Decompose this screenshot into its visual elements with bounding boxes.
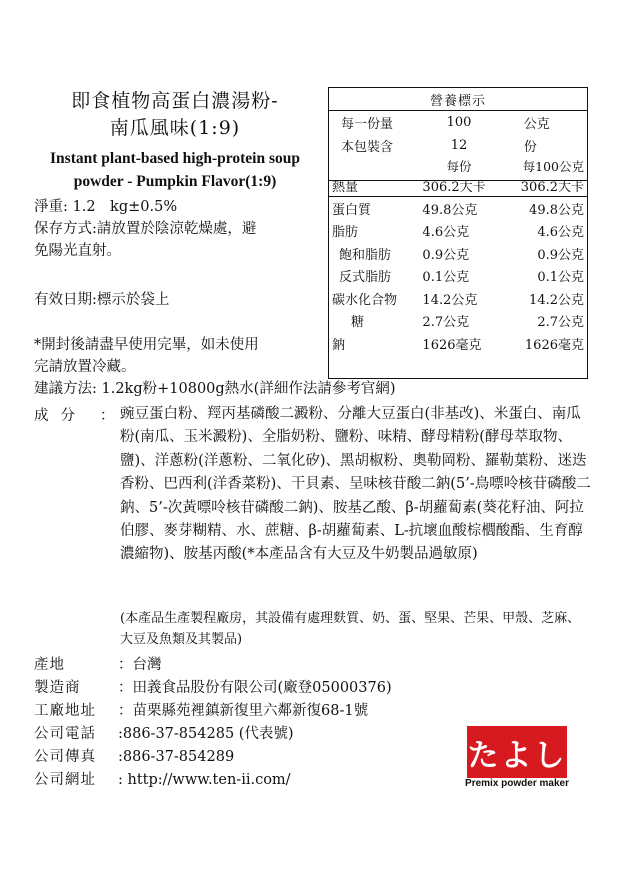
column-header-per-serving: 每份 [446,158,472,174]
serving-size-unit: 公克 [523,116,550,132]
nutrient-per-100g: 2.7公克 [537,315,584,331]
nutrient-per-serving: 0.1公克 [422,270,470,286]
title-en-line1: Instant plant-based high-protein soup [50,150,300,167]
ingredients-label [34,404,87,425]
company-row [34,769,291,791]
title-zh-line1: 即食植物高蛋白濃湯粉- [71,90,279,112]
nutrient-name: 脂肪 [332,225,359,241]
nutrient-per-100g: 306.2大卡 [520,180,584,196]
company-row-key: 製造商 [34,680,81,696]
notice-line2: 完請放置冷藏。 [34,359,136,375]
nutrient-per-serving: 1626毫克 [422,337,482,353]
nutrient-name: 糖 [351,315,365,331]
serving-size-label: 每一份量 [341,116,394,132]
nutrient-per-100g: 4.6公克 [537,225,584,241]
nutrition-row [329,197,587,220]
servings-per-pack-value: 12 [450,137,468,153]
expiry-date: 有效日期:標示於袋上 [34,292,170,308]
nutrient-per-100g: 14.2公克 [529,292,584,308]
nutrition-row [329,175,587,198]
company-row-key: 產地 [34,657,65,673]
brand-tagline: Premix powder maker [465,778,569,789]
title-zh-line2: 南瓜風味(1:9) [109,117,241,139]
nutrient-name: 反式脂肪 [339,270,392,286]
storage-line2: 免陽光直射。 [34,243,121,259]
servings-per-pack-unit: 份 [523,139,537,155]
company-row [34,746,234,768]
nutrient-per-serving: 2.7公克 [422,315,470,331]
notice-line1: *開封後請盡早使用完畢，如未使用 [34,337,259,353]
company-row-value: :886-37-854285 (代表號) [118,726,294,742]
company-row-key: 公司電話 [34,726,96,742]
column-header-blank [329,157,414,175]
nutrition-row [329,310,587,333]
product-title-en [30,147,320,193]
company-row [34,677,392,699]
title-en-line2: powder - Pumpkin Flavor(1:9) [73,173,277,190]
company-row-value: :886-37-854289 [118,749,235,765]
nutrition-row [329,220,587,243]
company-row-value: ：田義食品股份有限公司(廠登05000376) [118,680,392,696]
column-header-per-100g: 每100公克 [522,158,584,174]
nutrition-row [329,242,587,265]
nutrient-name: 蛋白質 [332,202,372,218]
nutrition-row [329,332,587,355]
company-row [34,654,162,676]
nutrient-per-serving: 306.2大卡 [422,180,486,196]
nutrition-row [329,287,587,310]
nutrition-table [329,88,587,355]
nutrient-per-serving: 0.9公克 [422,247,470,263]
nutrition-header: 營養標示 [329,88,587,111]
nutrient-per-100g: 49.8公克 [529,202,584,218]
allergen-note: (本產品生產製程廠房，其設備有處理麩質、奶、蛋、堅果、芒果、甲殼、芝麻、大豆及魚類及其製品) [120,611,581,647]
company-row-key: 工廠地址 [34,703,96,719]
brand-logo-mark: たよし [467,737,567,774]
company-row-value[interactable]: : http://www.ten-ii.com/ [118,772,291,788]
company-row-value: ：台灣 [118,657,162,673]
nutrient-per-serving: 14.2公克 [422,292,478,308]
usage-instructions: 建議方法: 1.2kg粉+10800g熱水(詳細作法請參考官網) [34,381,396,397]
nutrient-per-serving: 4.6公克 [422,225,470,241]
serving-size-value: 100 [446,114,472,130]
company-row-value: ：苗栗縣苑裡鎮新復里六鄰新復68-1號 [118,703,369,719]
ingredients-colon: ： [100,408,115,424]
company-row-key: 公司傳真 [34,749,96,765]
nutrient-per-100g: 0.1公克 [537,270,584,286]
storage-instructions [34,218,316,262]
company-row [34,723,294,745]
company-row [34,700,368,722]
nutrition-row [329,265,587,288]
nutrient-per-100g: 0.9公克 [537,247,584,263]
nutrient-name: 熱量 [332,180,359,196]
storage-line1: 保存方式:請放置於陰涼乾燥處，避 [34,221,257,237]
ingredients-text: 豌豆蛋白粉、羥丙基磷酸二澱粉、分離大豆蛋白(非基改)、米蛋白、南瓜粉(南瓜、玉米澱粉)、全脂奶粉、鹽粉、味精、酵母精粉(酵母萃取物、鹽)、洋蔥粉(洋蔥粉、二氧化矽)、黑胡椒粉、奧勒岡粉、羅勒葉粉、迷迭香粉、巴西利(洋香菜粉)、干貝素、呈味核苷酸二鈉(5’-鳥嘌呤核苷磷酸二鈉、5’-次黃嘌呤核苷磷酸二鈉)、胺基乙酸、β-胡蘿蔔素(葵花籽油、阿拉伯膠、麥芽糊精、水、蔗糖、β-胡蘿蔔素、L-抗壞血酸棕櫚酸酯、生育醇濃縮物)、胺基丙酸(*本產品含有大豆及牛奶製品過敏原) [120,406,591,563]
net-weight: 淨重: 1.2 kg±0.5% [34,199,178,215]
nutrient-name: 鈉 [332,337,346,353]
nutrient-per-100g: 1626毫克 [524,337,584,353]
nutrient-name: 飽和脂肪 [339,247,392,263]
servings-per-pack-label: 本包裝含 [341,139,394,155]
nutrient-name: 碳水化合物 [332,292,398,308]
nutrient-per-serving: 49.8公克 [422,202,478,218]
company-row-key: 公司網址 [34,772,96,788]
ingredients-label-text: 成分 [34,408,87,424]
product-title-zh [30,88,320,142]
opening-notice [34,334,324,378]
brand-logo [467,726,567,778]
